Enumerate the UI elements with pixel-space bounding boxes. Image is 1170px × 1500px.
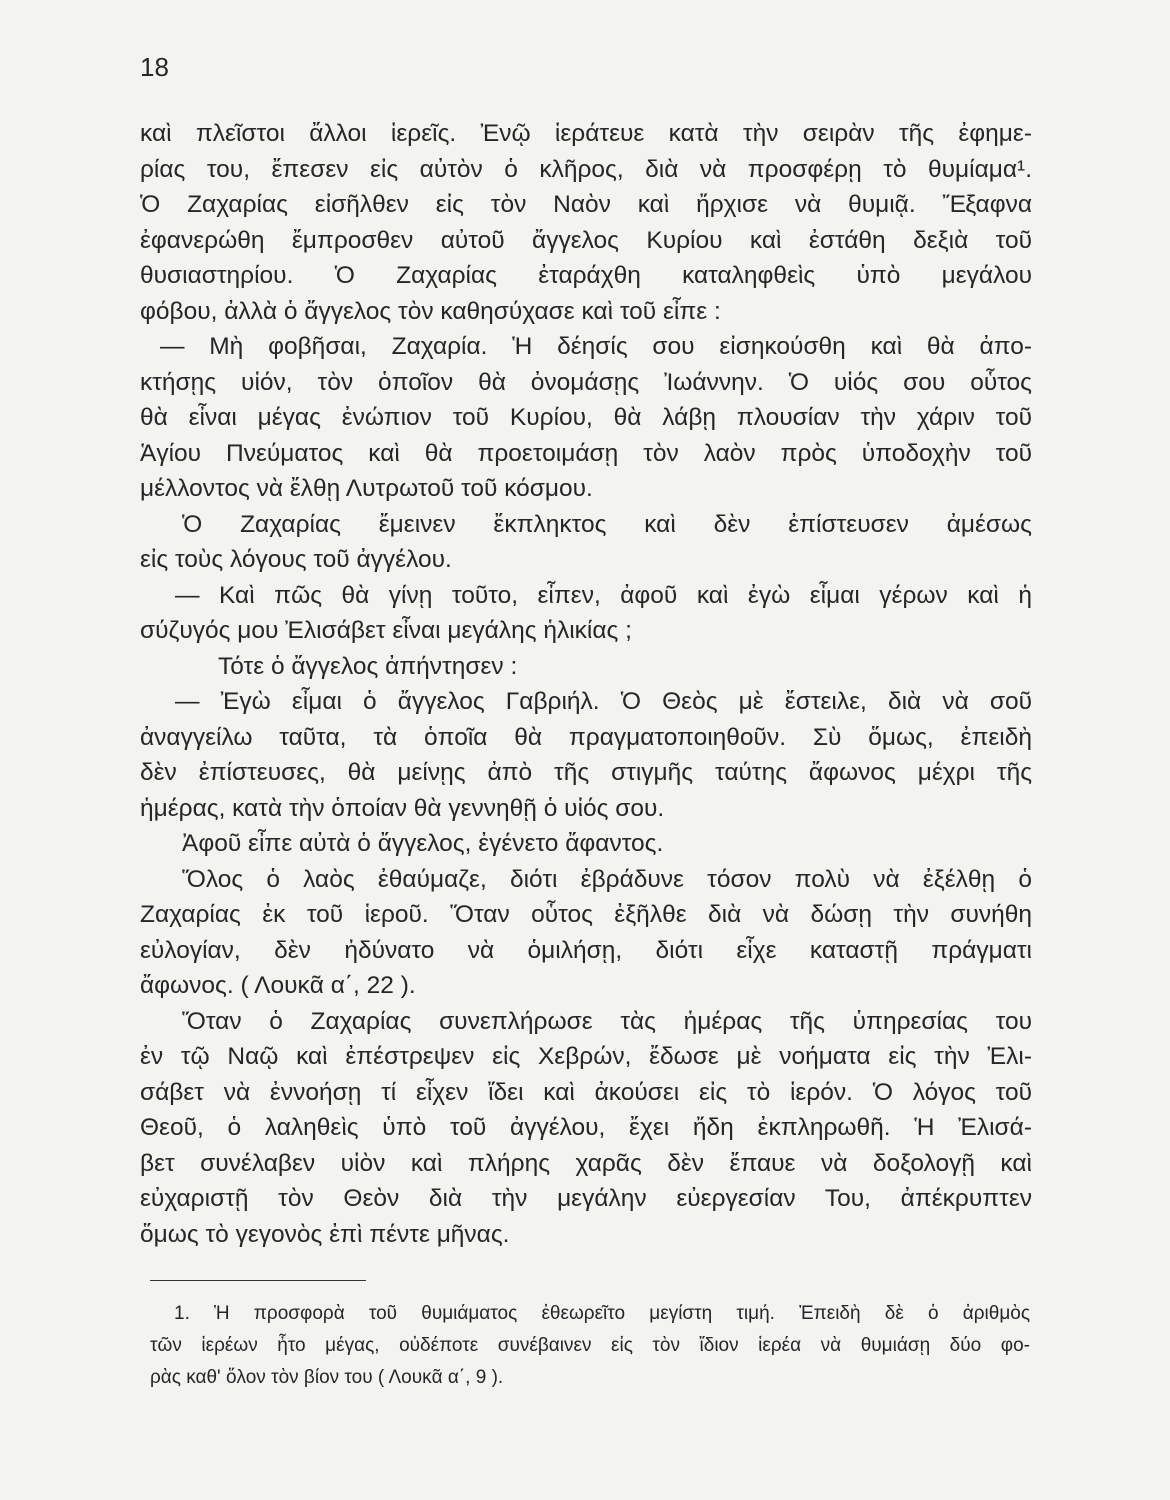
text-line: φόβου, ἀλλὰ ὁ ἄγγελος τὸν καθησύχασε καὶ τοῦ εἶπε : <box>140 297 721 325</box>
text-line: ἐν τῷ Ναῷ καὶ ἐπέστρεψεν εἰς Χεβρών, ἔδωσε μὲ νοήματα εἰς τὴν Ἐλι- <box>140 1043 1032 1070</box>
text-line: ὅμως τὸ γεγονὸς ἐπὶ πέντε μῆνας. <box>140 1220 510 1248</box>
text-line: σύζυγός μου Ἐλισάβετ εἶναι μεγάλης ἡλικίας ; <box>140 617 632 644</box>
text-line: Ὅταν ὁ Ζαχαρίας συνεπλήρωσε τὰς ἡμέρας τῆς ὑπηρεσίας του <box>182 1007 1032 1035</box>
footnote-line: ρὰς καθ' ὅλον τὸν βίον του ( Λουκᾶ α΄, 9 ). <box>150 1367 504 1388</box>
text-line: κτήσῃς υἱόν, τὸν ὁποῖον θὰ ὀνομάσῃς Ἰωάννην. Ὁ υἱός σου οὗτος <box>140 368 1032 396</box>
text-line: καὶ πλεῖστοι ἄλλοι ἱερεῖς. Ἐνῷ ἱεράτευε κατὰ τὴν σειρὰν τῆς ἐφημε- <box>140 120 1032 147</box>
text-line: Ζαχαρίας ἐκ τοῦ ἱεροῦ. Ὅταν οὗτος ἐξῆλθε διὰ νὰ δώσῃ τὴν συνήθη <box>140 901 1032 928</box>
footnote-line: 1. Ἡ προσφορὰ τοῦ θυμιάματος ἐθεωρεῖτο μεγίστη τιμή. Ἐπειδὴ δὲ ὁ ἀριθμὸς <box>174 1303 1030 1324</box>
text-line: Θεοῦ, ὁ λαληθεὶς ὑπὸ τοῦ ἀγγέλου, ἔχει ἤδη ἐκπληρωθῆ. Ἡ Ἐλισά- <box>140 1114 1032 1141</box>
text-line: εὐχαριστῇ τὸν Θεὸν διὰ τὴν μεγάλην εὐεργεσίαν Του, ἀπέκρυπτεν <box>140 1185 1032 1212</box>
text-line: Ἀφοῦ εἶπε αὐτὰ ὁ ἄγγελος, ἐγένετο ἄφαντος. <box>182 830 664 857</box>
text-line: μέλλοντος νὰ ἔλθῃ Λυτρωτοῦ τοῦ κόσμου. <box>140 475 593 502</box>
body-text <box>140 116 1032 1252</box>
text-line: εὐλογίαν, δὲν ἠδύνατο νὰ ὁμιλήσῃ, διότι εἶχε καταστῇ πράγματι <box>140 936 1032 964</box>
text-line: Ὅλος ὁ λαὸς ἐθαύμαζε, διότι ἐβράδυνε τόσον πολὺ νὰ ἐξέλθῃ ὁ <box>182 865 1032 893</box>
text-line: βετ συνέλαβεν υἱὸν καὶ πλήρης χαρᾶς δὲν ἔπαυε νὰ δοξολογῇ καὶ <box>140 1149 1032 1177</box>
text-line: ἐφανερώθη ἔμπροσθεν αὐτοῦ ἄγγελος Κυρίου καὶ ἐστάθη δεξιὰ τοῦ <box>140 226 1032 254</box>
text-line: εἰς τοὺς λόγους τοῦ ἀγγέλου. <box>140 546 452 573</box>
text-line: Ἁγίου Πνεύματος καὶ θὰ προετοιμάσῃ τὸν λαὸν πρὸς ὑποδοχὴν τοῦ <box>140 439 1032 467</box>
text-line: θὰ εἶναι μέγας ἐνώπιον τοῦ Κυρίου, θὰ λάβῃ πλουσίαν τὴν χάριν τοῦ <box>140 404 1032 431</box>
footnote <box>150 1298 1030 1394</box>
text-line: — Μὴ φοβῆσαι, Ζαχαρία. Ἡ δέησίς σου εἰσηκούσθη καὶ θὰ ἀπο- <box>160 333 1032 360</box>
text-line: σάβετ νὰ ἐννοήσῃ τί εἶχεν ἴδει καὶ ἀκούσει εἰς τὸ ἱερόν. Ὁ λόγος τοῦ <box>140 1078 1032 1106</box>
footnote-rule <box>150 1280 366 1281</box>
text-line: δὲν ἐπίστευσες, θὰ μείνῃς ἀπὸ τῆς στιγμῆς ταύτης ἄφωνος μέχρι τῆς <box>140 759 1032 786</box>
text-line: ἄφωνος. ( Λουκᾶ α΄, 22 ). <box>140 972 416 999</box>
text-line: ρίας του, ἔπεσεν εἰς αὐτὸν ὁ κλῆρος, διὰ νὰ προσφέρῃ τὸ θυμίαμα¹. <box>140 155 1032 183</box>
text-line: — Καὶ πῶς θὰ γίνῃ τοῦτο, εἶπεν, ἀφοῦ καὶ ἐγὼ εἶμαι γέρων καὶ ἡ <box>175 581 1032 609</box>
text-line: ἀναγγείλω ταῦτα, τὰ ὁποῖα θὰ πραγματοποιηθοῦν. Σὺ ὅμως, ἐπειδὴ <box>140 723 1032 751</box>
text-line: Τότε ὁ ἄγγελος ἀπήντησεν : <box>218 652 518 680</box>
text-line: ἡμέρας, κατὰ τὴν ὁποίαν θὰ γεννηθῇ ὁ υἱός σου. <box>140 794 665 822</box>
text-line: Ὁ Ζαχαρίας εἰσῆλθεν εἰς τὸν Ναὸν καὶ ἤρχισε νὰ θυμιᾷ. Ἔξαφνα <box>140 191 1032 218</box>
text-line: θυσιαστηρίου. Ὁ Ζαχαρίας ἐταράχθη καταληφθεὶς ὑπὸ μεγάλου <box>140 262 1032 289</box>
text-line: — Ἐγὼ εἶμαι ὁ ἄγγελος Γαβριήλ. Ὁ Θεὸς μὲ ἔστειλε, διὰ νὰ σοῦ <box>175 688 1032 715</box>
footnote-line: τῶν ἱερέων ἦτο μέγας, οὐδέποτε συνέβαινεν εἰς τὸν ἴδιον ἱερέα νὰ θυμιάσῃ δύο φο- <box>150 1335 1030 1356</box>
page-number: 18 <box>140 52 169 82</box>
text-line: Ὁ Ζαχαρίας ἔμεινεν ἔκπληκτος καὶ δὲν ἐπίστευσεν ἀμέσως <box>182 510 1032 538</box>
